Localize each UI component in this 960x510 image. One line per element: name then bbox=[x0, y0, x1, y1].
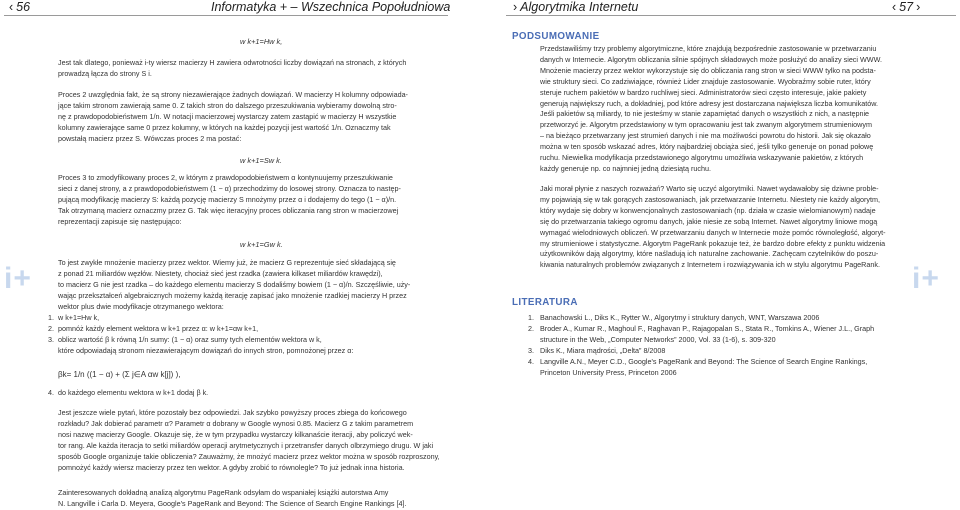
beta-formula: βk= 1/n ((1 − α) + (Σ j∈A αw k[j]) ), bbox=[58, 370, 181, 379]
step-4 bbox=[48, 388, 208, 399]
list-item: które odpowiadają stronom niezawierającym dowiązań do innych stron, pomnożonej przez α: bbox=[58, 345, 354, 355]
right-page-number: 57 bbox=[899, 0, 914, 14]
paragraph-6: Zainteresowanych dokładną analizą algorytmu PageRank odsyłam do wspaniałej książki autorstwa Amy N. Langville i Carla D. Meyera, Google's PageRank and Beyond: The Science of Search Engine Rankings [4]. bbox=[58, 488, 407, 508]
list-item: 2. pomnóż każdy element wektora w k+1 przez α: w k+1=αw k+1, bbox=[48, 323, 259, 333]
summary-paragraph-2: Jaki morał płynie z naszych rozważań? Warto się uczyć algorytmiki. Nawet wydawałoby się dziwne proble- my pojawiają się w tak gorących zastosowaniach, jak przetwarzanie Internetu. Niestety nie każdy algorytm, który wydaje się dobry w konwencjonalnych zastosowaniach (np. działa w czasie wielomianowym) nadaje się do przetwarzania takiego ogromu danych, jakie niesie ze sobą Internet. Nawet algorytmy liniowe mogą wymagać wielodniowych obliczeń. W przetwarzaniu danych w Internecie może pomóc równoległość, algoryt- my strumieniowe i statystyczne. Algorytm PageRank pokazuje też, że bardzo dobre efekty z punktu widzenia użytkowników dają algorytmy, które naśladują ich naturalne zachowanie. Zachęcam czytelników do poszu- kiwania naturalnych problemów związanych z Internetem i rozwiązywania ich w stylu algorytmu PageRank. bbox=[540, 184, 886, 270]
paragraph-5: Jest jeszcze wiele pytań, które pozostały bez odpowiedzi. Jak szybko powyższy proces zbiega do końcowego rozkładu? Jak dobierać parametr α? Parametr α dobrany w Google wynosi 0.85. Macierz G z takim parametrem nosi nazwę macierzy Google. Okazuje się, że w tym przypadku wystarczy kilkanaście iteracji, aby policzyć wek- tor rang. Ale każda iteracja to setki miliardów operacji arytmetycznych i przetransfer danych olbrzymiego drugu. W jaki sposób Google organizuje takie obliczenia? Zauważmy, że mnożyć macierz przez wektor można w sposób rozproszony, pomnożyć każdy wiersz macierzy przez ten wektor. A gdyby zrobić to równolegle? To już jednak inna historia. bbox=[58, 408, 440, 472]
left-page-header bbox=[6, 0, 30, 14]
literature-list bbox=[528, 313, 874, 378]
left-page-number: 56 bbox=[16, 0, 31, 14]
literature-item: structure in the Web, „Computer Networks” 2000, Vol. 33 (1-6), s. 309-320 bbox=[540, 334, 776, 344]
side-mark-left: i+ bbox=[4, 262, 32, 295]
chevron-left-icon: ‹ bbox=[892, 0, 897, 14]
list-item: 3. oblicz wartość β k równą 1/n sumy: (1 − α) oraz sumy tych elementów wektora w k, bbox=[48, 334, 322, 344]
literature-item: 4. Langville A.N., Meyer C.D., Google's PageRank and Beyond: The Science of Search Engine Rankings, bbox=[528, 356, 868, 366]
literature-item: 3. Diks K., Miara mądrości, „Delta” 8/2008 bbox=[528, 345, 666, 355]
right-running-title: Algorytmika Internetu bbox=[520, 0, 639, 14]
paragraph-3: Proces 3 to zmodyfikowany proces 2, w którym z prawdopodobieństwem α kontynuujemy przeszukiwanie sieci z danej strony, a z prawdopodobieństwem (1 − α) przechodzimy do losowej strony. Oznacza to następ- pującą modyfikację macierzy S: każdą pozycję macierzy S mnożymy przez α i dodajemy do tego (1 − α)/n. Tak otrzymaną macierz oznaczmy przez G. Tak więc iteracyjny proces obliczania rang stron w macierzowej reprezentacji zapisuje się następująco: bbox=[58, 173, 401, 226]
list-item: 1. w k+1=Hw k, bbox=[48, 313, 100, 322]
header-rule-left bbox=[4, 15, 448, 16]
literature-item: Princeton University Press, Princeton 2006 bbox=[540, 367, 677, 377]
equation-top: w k+1=Hw k, bbox=[240, 37, 283, 46]
summary-heading: PODSUMOWANIE bbox=[512, 31, 600, 42]
steps-list bbox=[48, 313, 353, 357]
equation-3: w k+1=Gw k. bbox=[240, 240, 283, 249]
list-item: 4. do każdego elementu wektora w k+1 dodaj β k. bbox=[48, 388, 209, 397]
right-page-header bbox=[510, 0, 638, 14]
chevron-right-icon: › bbox=[513, 0, 518, 14]
chevron-right-icon: › bbox=[916, 0, 921, 14]
paragraph-4: To jest zwykłe mnożenie macierzy przez wektor. Wiemy już, że macierz G reprezentuje sieć składającą się z ponad 21 miliardów węzłów. Niestety, chociaż sieć jest rzadka (zawiera kilkaset miliardów krawędzi), to macierz G nie jest rzadka – do każdego elementu macierzy S dodaliśmy bowiem (1 − α)/n. Szczęśliwie, uży- wając przekształceń algebraicznych możemy każdą iterację zapisać jako mnożenie rzadkiej macierzy H przez wektor plus dwie modyfikacje otrzymanego wektora: bbox=[58, 258, 411, 311]
summary-paragraph-1: Przedstawiliśmy trzy problemy algorytmiczne, które znajdują bezpośrednie zastosowanie w przetwarzaniu danych w Internecie. Algorytm obliczania silnie spójnych składowych może posłużyć do analizy sieci WWW. Mnożenie macierzy przez wektor wykorzystuje się do obliczania rang stron w sieci WWW tylko na podsta- wie struktury sieci. Co zadziwiające, również Lider znajduje zastosowanie. Wyobraźmy sobie ruter, który steruje ruchem pakietów w bardzo ruchliwej sieci. Administratorów sieci często interesuje, jakie pakiety generują największy ruch, a dokładniej, pod które adresy jest dostarczana największa liczba komunikatów. Jeśli pakietów są miliardy, to nie jesteśmy w stanie zapamiętać danych o wszystkich z nich, a następnie przetworzyć je. Algorytm przedstawiony w tym opracowaniu jest tak zwanym algorytmem strumieniowym – na bieżąco przetwarzany jest strumień danych i nie ma możliwości powrotu do historii. Jak się okazało można w ten sposób wskazać adres, który najbardziej obciąża sieć, jeśli tylko generuje on ponad połowę ruchu. Niewielka modyfikacja przedstawionego algorytmu umożliwia wskazywanie pakietów, z których każdy generuje np. co najmniej jedną dziesiątą ruchu. bbox=[540, 44, 882, 173]
literature-heading: LITERATURA bbox=[512, 297, 578, 308]
equation-2: w k+1=Sw k. bbox=[240, 156, 282, 165]
literature-item: 1. Banachowski L., Diks K., Rytter W., Algorytmy i struktury danych, WNT, Warszawa 2006 bbox=[528, 313, 820, 322]
side-mark-right: i+ bbox=[912, 262, 940, 295]
literature-item: 2. Broder A., Kumar R., Maghoul F., Raghavan P., Rajagopalan S., Stata R., Tomkins A., Wiener J.L., Graph bbox=[528, 323, 875, 333]
paragraph-2: Proces 2 uwzględnia fakt, że są strony niezawierające żadnych dowiązań. W macierzy H kolumny odpowiada- jące takim stronom zawierają same 0. Z takich stron do dalszego przeszukiwania wybieramy dowolną stro- nę z prawdopodobieństwem 1/n. W notacji macierzowej wystarczy zatem zastąpić w macierzy H wszystkie kolumny zawierające same 0 przez kolumny, w których na każdej pozycji jest wartość 1/n. Oznaczmy tak powstałą macierz przez S. Wówczas proces 2 ma postać: bbox=[58, 90, 408, 143]
chevron-left-icon: ‹ bbox=[9, 0, 14, 14]
header-rule-right bbox=[506, 15, 956, 16]
left-running-title: Informatyka + – Wszechnica Popołudniowa bbox=[211, 0, 451, 14]
right-page-number-box bbox=[889, 0, 923, 14]
paragraph-1: Jest tak dlatego, ponieważ i-ty wiersz macierzy H zawiera odwrotności liczby dowiązań na stronach, z których prowadzą łącza do strony S i. bbox=[58, 58, 407, 78]
